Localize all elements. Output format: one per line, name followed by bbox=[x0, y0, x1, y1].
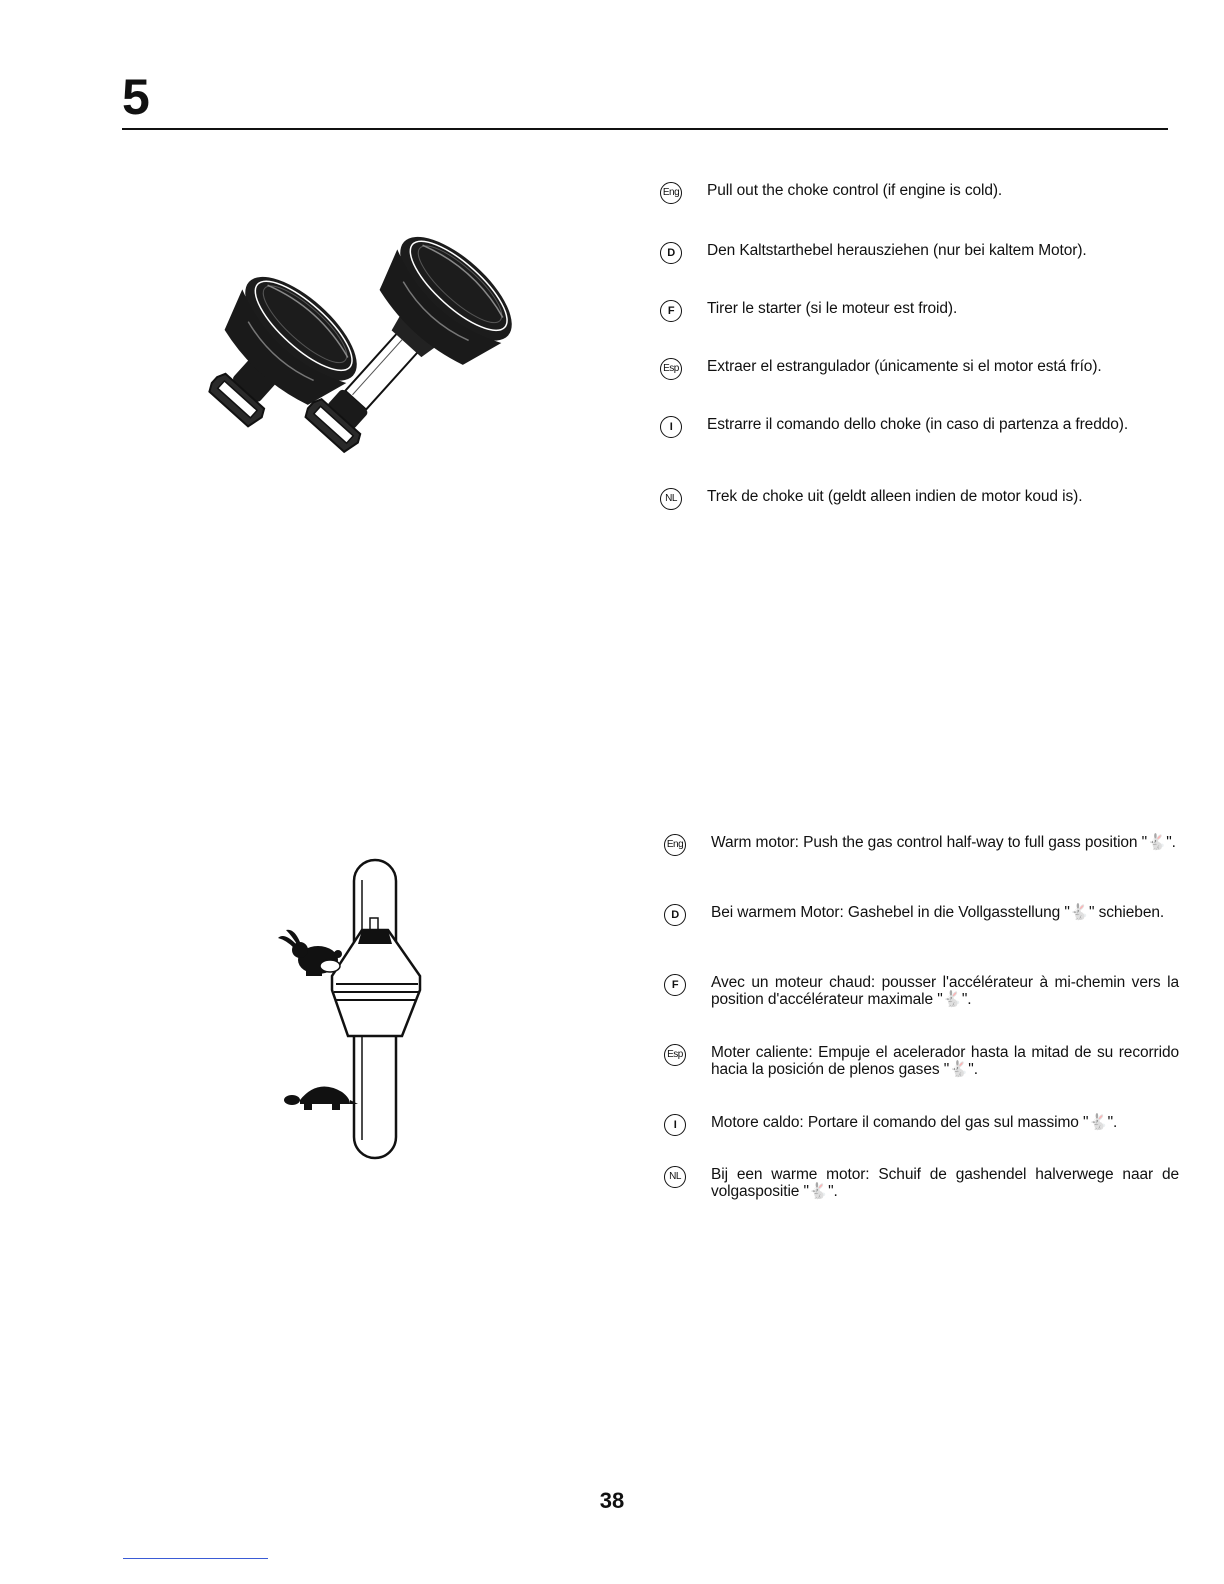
instruction-text: Bei warmem Motor: Gashebel in die Vollgasstellung "🐇" schieben. bbox=[711, 904, 1165, 921]
lang-badge-nl: NL bbox=[660, 488, 682, 510]
lang-badge-eng: Eng bbox=[664, 834, 686, 856]
instruction-text: Estrarre il comando dello choke (in caso di partenza a freddo). bbox=[707, 416, 1129, 433]
instruction-eng bbox=[660, 182, 1175, 204]
instruction-esp bbox=[660, 358, 1175, 380]
instruction-text: Motore caldo: Portare il comando del gas sul massimo "🐇". bbox=[711, 1114, 1118, 1131]
lang-badge-i: I bbox=[664, 1114, 686, 1136]
instruction-nl bbox=[660, 488, 1175, 510]
turtle-icon bbox=[284, 1087, 358, 1110]
page-number: 38 bbox=[599, 1488, 625, 1513]
choke-knob-illustration bbox=[190, 230, 590, 460]
instruction-text: Tirer le starter (si le moteur est froid). bbox=[707, 300, 958, 317]
lang-badge-f: F bbox=[664, 974, 686, 996]
instruction-text: Trek de choke uit (geldt alleen indien de motor koud is). bbox=[707, 488, 1083, 505]
scan-link-underline bbox=[123, 1558, 268, 1559]
instruction-text: Warm motor: Push the gas control half-way to full gass position "🐇". bbox=[711, 834, 1176, 851]
instruction-i bbox=[664, 1114, 1179, 1136]
instruction-nl bbox=[664, 1166, 1179, 1200]
instruction-eng bbox=[664, 834, 1179, 856]
instruction-d bbox=[664, 904, 1179, 926]
lang-badge-f: F bbox=[660, 300, 682, 322]
section-number: 5 bbox=[122, 69, 149, 125]
instruction-f bbox=[660, 300, 1175, 322]
instruction-text: Pull out the choke control (if engine is cold). bbox=[707, 182, 1003, 199]
rabbit-icon bbox=[278, 930, 342, 976]
instruction-f bbox=[664, 974, 1179, 1008]
lang-badge-eng: Eng bbox=[660, 182, 682, 204]
throttle-lever-illustration bbox=[270, 850, 450, 1170]
instruction-d bbox=[660, 242, 1175, 264]
lang-badge-esp: Esp bbox=[660, 358, 682, 380]
instruction-text: Bij een warme motor: Schuif de gashendel halverwege naar de volgaspositie "🐇". bbox=[711, 1166, 1179, 1200]
instruction-text: Moter caliente: Empuje el acelerador hasta la mitad de su recorrido hacia la posición de plenos gases "🐇". bbox=[711, 1044, 1179, 1078]
lang-badge-esp: Esp bbox=[664, 1044, 686, 1066]
lang-badge-i: I bbox=[660, 416, 682, 438]
lang-badge-d: D bbox=[664, 904, 686, 926]
lang-badge-nl: NL bbox=[664, 1166, 686, 1188]
lang-badge-d: D bbox=[660, 242, 682, 264]
instruction-text: Extraer el estrangulador (únicamente si el motor está frío). bbox=[707, 358, 1102, 375]
instruction-esp bbox=[664, 1044, 1179, 1078]
instruction-text: Avec un moteur chaud: pousser l'accélérateur à mi-chemin vers la position d'accélérateur maximale "🐇". bbox=[711, 974, 1179, 1008]
instruction-text: Den Kaltstarthebel herausziehen (nur bei kaltem Motor). bbox=[707, 242, 1087, 259]
instruction-i bbox=[660, 416, 1175, 438]
header-rule bbox=[122, 128, 1168, 130]
